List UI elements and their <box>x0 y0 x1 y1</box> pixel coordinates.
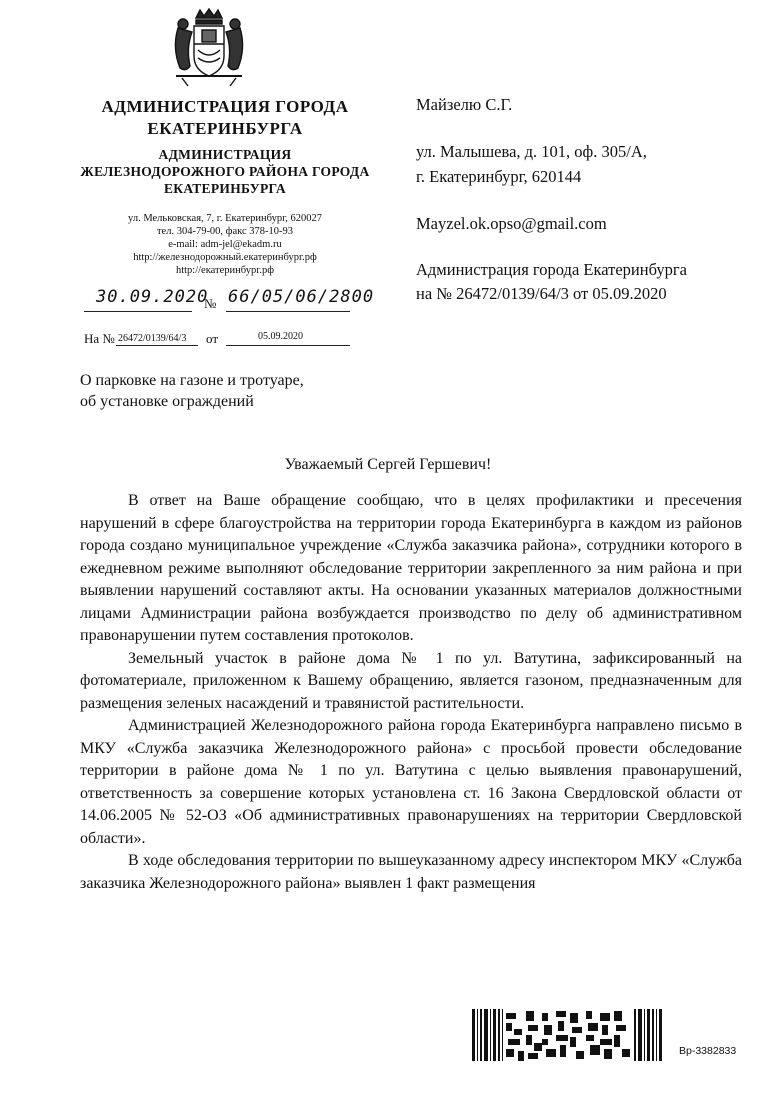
greeting: Уважаемый Сергей Гершевич! <box>284 456 492 473</box>
registration-date: 30.09.2020 <box>96 287 209 307</box>
barcode-icon <box>472 1009 664 1061</box>
body-paragraph: В ответ на Ваше обращение сообщаю, что в целях профилактики и пресечения нарушений в сфере благоустройства на территории города Екатеринбурга в каждом из районов города создано муниципальное учреждение «Служба заказчика района», сотрудники которого в ежедневном режиме выполняют обследование территории закрепленного за ним района и при выявлении нарушений составляют акты. На основании указанных материалов должностными лицами Администрации района возбуждается производство по делу об административном правонарушении путем составления протоколов. <box>80 492 742 644</box>
barcode-number: Вр-3382833 <box>679 1045 737 1057</box>
body-paragraph: Земельный участок в районе дома № 1 по ул. Ватутина, зафиксированный на фотоматериале, приложенном к Вашему обращению, является газоном, предназначенным для размещения зеленых насаждений и травянистой растительности. <box>80 649 742 712</box>
registration-no-label: № <box>204 296 217 311</box>
subject-line-1: О парковке на газоне и тротуаре, <box>80 372 304 389</box>
subject-line-2: об установке ограждений <box>80 393 254 410</box>
recipient-copy-line-1: Администрация города Екатеринбурга <box>416 260 687 279</box>
letter-subject <box>80 370 304 412</box>
sender-address: ул. Мельковская, 7, г. Екатеринбург, 620027 <box>128 213 322 224</box>
recipient-copy-line-2: на № 26472/0139/64/3 от 05.09.2020 <box>416 284 667 303</box>
ref-date: 05.09.2020 <box>258 331 303 342</box>
sender-email: e-mail: adm-jel@ekadm.ru <box>168 239 282 250</box>
ref-label: На № <box>84 331 115 346</box>
sender-phone: тел. 304-79-00, факс 378-10-93 <box>156 226 294 237</box>
sender-org-district: АДМИНИСТРАЦИЯ ЖЕЛЕЗНОДОРОЖНОГО РАЙОНА ГОРОДА ЕКАТЕРИНБУРГА <box>80 147 370 196</box>
recipient-address-line-1: ул. Малышева, д. 101, оф. 305/А, <box>416 142 647 161</box>
recipient-name: Майзелю С.Г. <box>416 95 513 114</box>
coat-of-arms-emblem <box>168 8 250 88</box>
body-paragraph: В ходе обследования территории по вышеуказанному адресу инспектором МКУ «Служба заказчика Железнодорожного района» выявлен 1 факт размещения <box>80 852 742 892</box>
recipient-email: Mayzel.ok.opso@gmail.com <box>416 214 607 233</box>
ref-from-label: от <box>206 331 219 346</box>
sender-contacts <box>90 212 360 277</box>
body-paragraph: Администрацией Железнодорожного района города Екатеринбурга направлено письмо в МКУ «Служба заказчика Железнодорожного района» с просьбой провести обследование территории в районе дома № 1 по ул. Ватутина с целью выявления правонарушений, ответственность за совершение которых установлена ст. 16 Закона Свердловской области от 14.06.2005 № 52-ОЗ «Об административных правонарушениях на территории Свердловской области». <box>80 717 742 847</box>
sender-site-2: http://екатеринбург.рф <box>175 265 275 276</box>
letter-body <box>80 490 742 895</box>
recipient-address-line-2: г. Екатеринбург, 620144 <box>416 167 582 186</box>
registration-number: 66/05/06/2800 <box>228 287 375 307</box>
sender-site-1: http://железнодорожный.екатеринбург.рф <box>133 252 317 263</box>
sender-org-city: АДМИНИСТРАЦИЯ ГОРОДА ЕКАТЕРИНБУРГА <box>101 97 349 138</box>
ref-number: 26472/0139/64/3 <box>118 333 187 344</box>
